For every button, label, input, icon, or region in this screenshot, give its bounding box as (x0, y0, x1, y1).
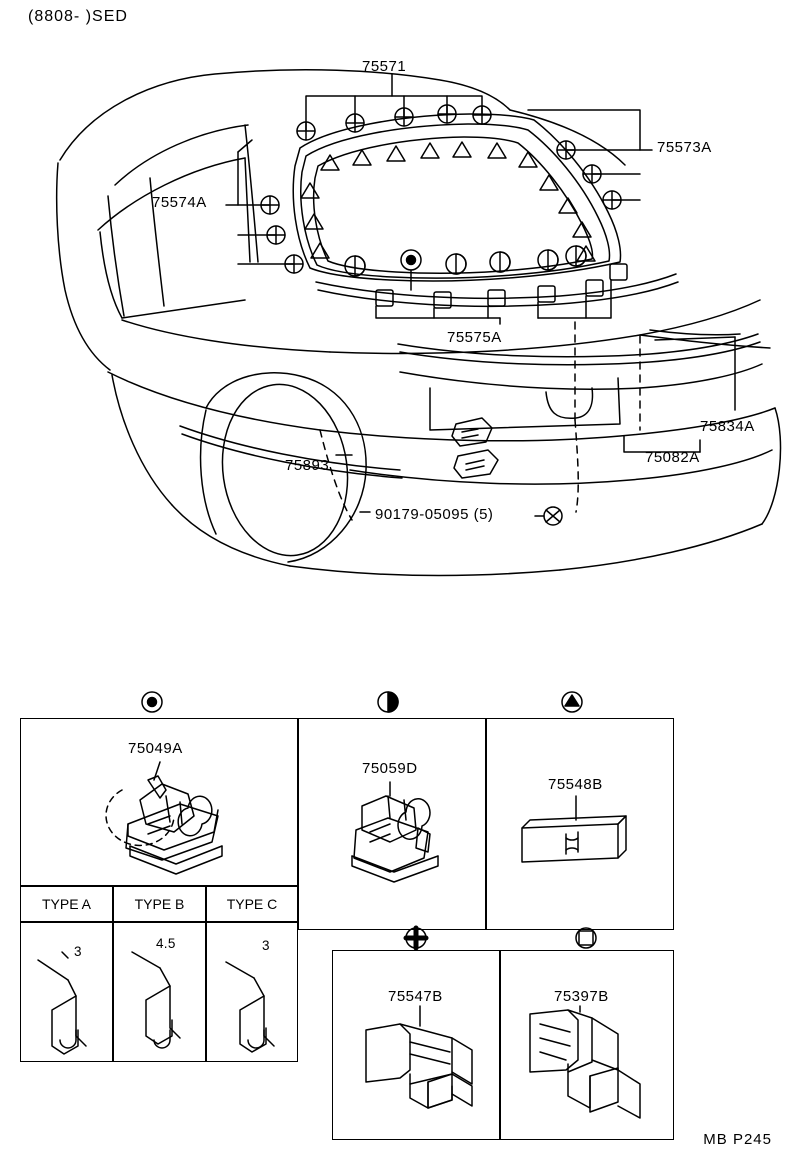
header-note: (8808- )SED (28, 8, 128, 25)
label-75575A: 75575A (447, 329, 502, 346)
label-90179-05095: 90179-05095 (5) (375, 506, 494, 523)
legend-label-75397B: 75397B (554, 988, 609, 1005)
label-75082A: 75082A (645, 449, 700, 466)
legend-box-75548B (486, 718, 674, 930)
legend-label-75548B: 75548B (548, 776, 603, 793)
label-75573A: 75573A (657, 139, 712, 156)
label-75571: 75571 (362, 58, 407, 75)
label-75574A: 75574A (152, 194, 207, 211)
label-75834A: 75834A (700, 418, 755, 435)
type-cell-c (206, 922, 298, 1062)
type-value-a: 3 (74, 944, 82, 959)
type-value-b: 4.5 (156, 936, 176, 951)
legend-label-75547B: 75547B (388, 988, 443, 1005)
type-cell-a (20, 922, 113, 1062)
type-header-a: TYPE A (20, 886, 113, 922)
footer-code: MB P245 (703, 1131, 772, 1148)
type-value-c: 3 (262, 938, 270, 953)
type-header-c: TYPE C (206, 886, 298, 922)
legend-box-75547B (332, 950, 500, 1140)
legend-box-75059D (298, 718, 486, 930)
legend-label-75059D: 75059D (362, 760, 418, 777)
label-75893: 75893 (285, 457, 330, 474)
type-header-b: TYPE B (113, 886, 206, 922)
legend-box-75397B (500, 950, 674, 1140)
legend-label-75049A: 75049A (128, 740, 183, 757)
